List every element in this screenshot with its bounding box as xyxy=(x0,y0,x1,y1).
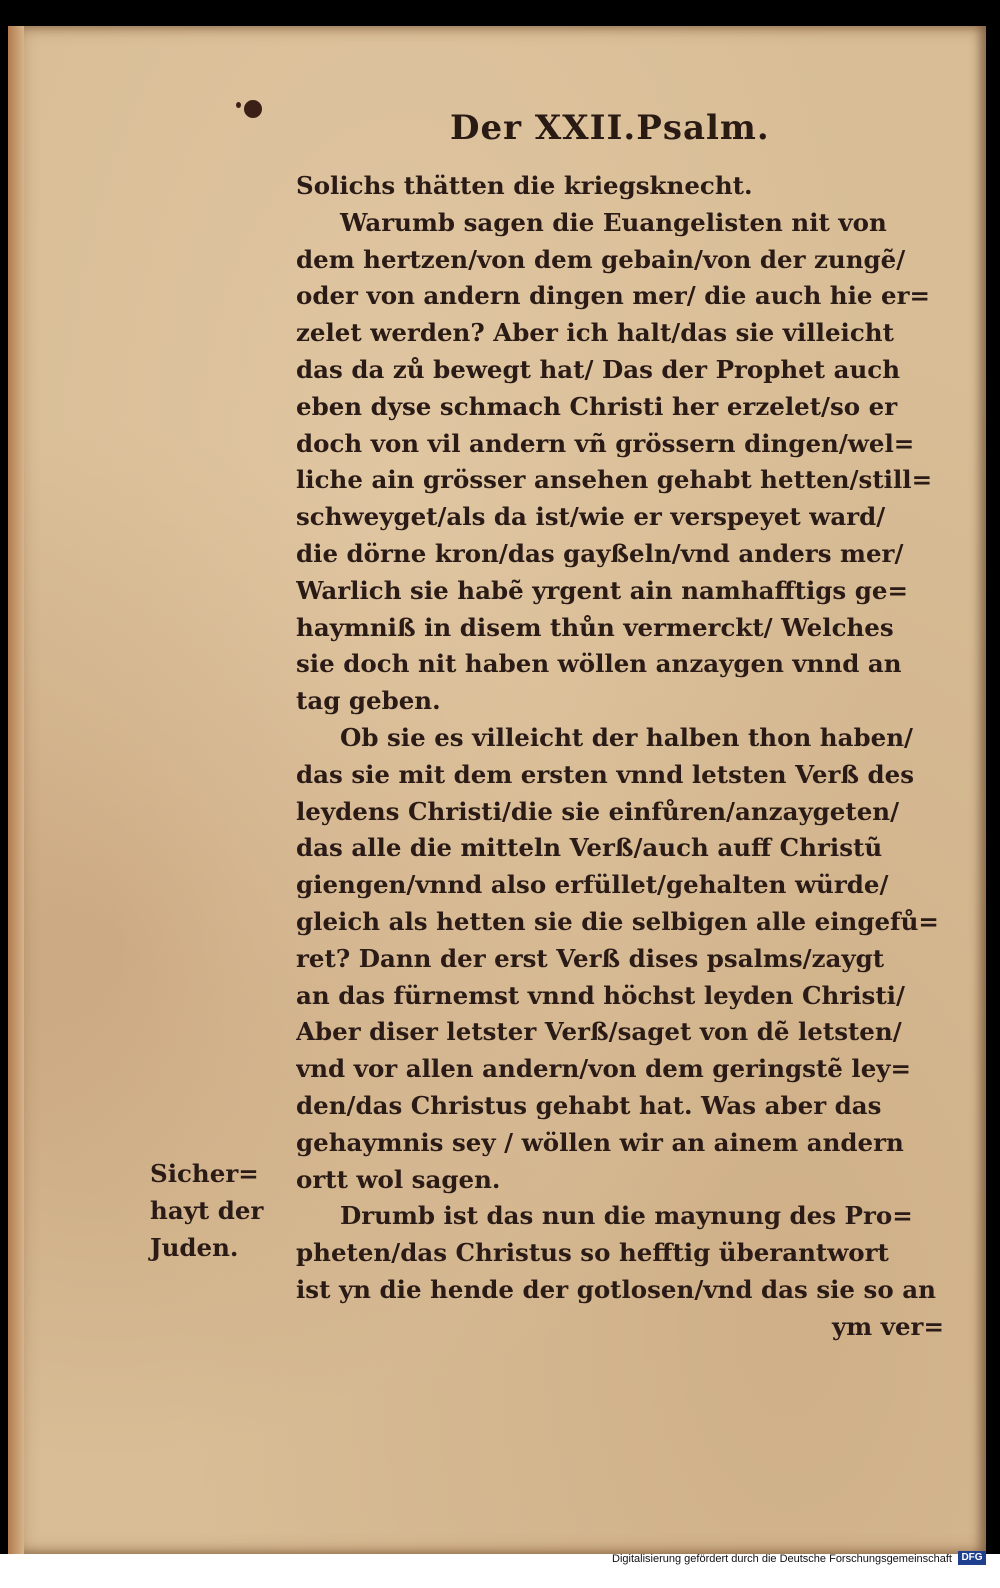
text-line: Drumb ist das nun die maynung des Pro= xyxy=(340,1201,913,1231)
text-line: Aber diser letster Verß/saget von dẽ letsten/ xyxy=(296,1017,902,1047)
text-line: die dörne kron/das gayßeln/vnd anders mer/ xyxy=(296,538,904,568)
body-text xyxy=(296,168,956,1346)
running-head: Der XXII.Psalm. xyxy=(450,108,770,148)
text-line: vnd vor allen andern/von dem geringstẽ ley= xyxy=(296,1054,912,1084)
text-line: den/das Christus gehabt hat. Was aber das xyxy=(296,1090,882,1120)
dfg-logo: DFG xyxy=(958,1551,986,1565)
text-line: das sie mit dem ersten vnnd letsten Verß des xyxy=(296,759,915,789)
text-line: pheten/das Christus so hefftig überantwort xyxy=(296,1238,889,1268)
text-line: an das fürnemst vnnd höchst leyden Christi/ xyxy=(296,980,905,1010)
text-line: tag geben. xyxy=(296,686,441,716)
text-line: liche ain grösser ansehen gehabt hetten/still= xyxy=(296,465,933,495)
footer-credit: Digitalisierung gefördert durch die Deutsche Forschungsgemeinschaft xyxy=(612,1553,952,1565)
page-binding-edge xyxy=(8,26,24,1554)
text-line: ortt wol sagen. xyxy=(296,1164,501,1194)
text-line: gleich als hetten sie die selbigen alle eingefů= xyxy=(296,906,939,936)
text-line: Warlich sie habẽ yrgent ain namhafftigs ge= xyxy=(296,575,908,605)
text-line: das alle die mitteln Verß/auch auff Christũ xyxy=(296,833,883,863)
text-line: schweyget/als da ist/wie er verspeyet ward/ xyxy=(296,502,886,532)
marginal-note-line: Sicher= xyxy=(150,1159,259,1188)
text-line: giengen/vnnd also erfüllet/gehalten würde/ xyxy=(296,870,889,900)
text-line: sie doch nit haben wöllen anzaygen vnnd an xyxy=(296,649,902,679)
text-line: ym ver= xyxy=(832,1311,944,1341)
text-line: Ob sie es villeicht der halben thon haben/ xyxy=(340,722,913,752)
text-line: zelet werden? Aber ich halt/das sie villeicht xyxy=(296,318,894,348)
text-line: das da zů bewegt hat/ Das der Prophet auch xyxy=(296,354,901,384)
text-line: eben dyse schmach Christi her erzelet/so er xyxy=(296,391,898,421)
ink-speck xyxy=(236,102,241,108)
text-line: leydens Christi/die sie einfůren/anzaygeten/ xyxy=(296,796,900,826)
text-line: oder von andern dingen mer/ die auch hie er= xyxy=(296,281,931,311)
text-line: ist yn die hende der gotlosen/vnd das sie so an xyxy=(296,1274,936,1304)
text-line: dem hertzen/von dem gebain/von der zungẽ/ xyxy=(296,244,906,274)
text-line: Solichs thätten die kriegsknecht. xyxy=(296,171,753,200)
marginal-note-line: Juden. xyxy=(150,1232,239,1262)
text-line: haymniß in disem thůn vermerckt/ Welches xyxy=(296,612,894,642)
text-line: ret? Dann der erst Verß dises psalms/zaygt xyxy=(296,943,885,973)
ink-blot xyxy=(244,100,262,118)
text-line: Warumb sagen die Euangelisten nit von xyxy=(340,207,887,237)
marginal-note xyxy=(150,1156,280,1266)
text-line: gehaymnis sey / wöllen wir an ainem andern xyxy=(296,1127,904,1157)
text-line: doch von vil andern vñ grössern dingen/wel= xyxy=(296,428,915,458)
marginal-note-line: hayt der xyxy=(150,1195,264,1225)
